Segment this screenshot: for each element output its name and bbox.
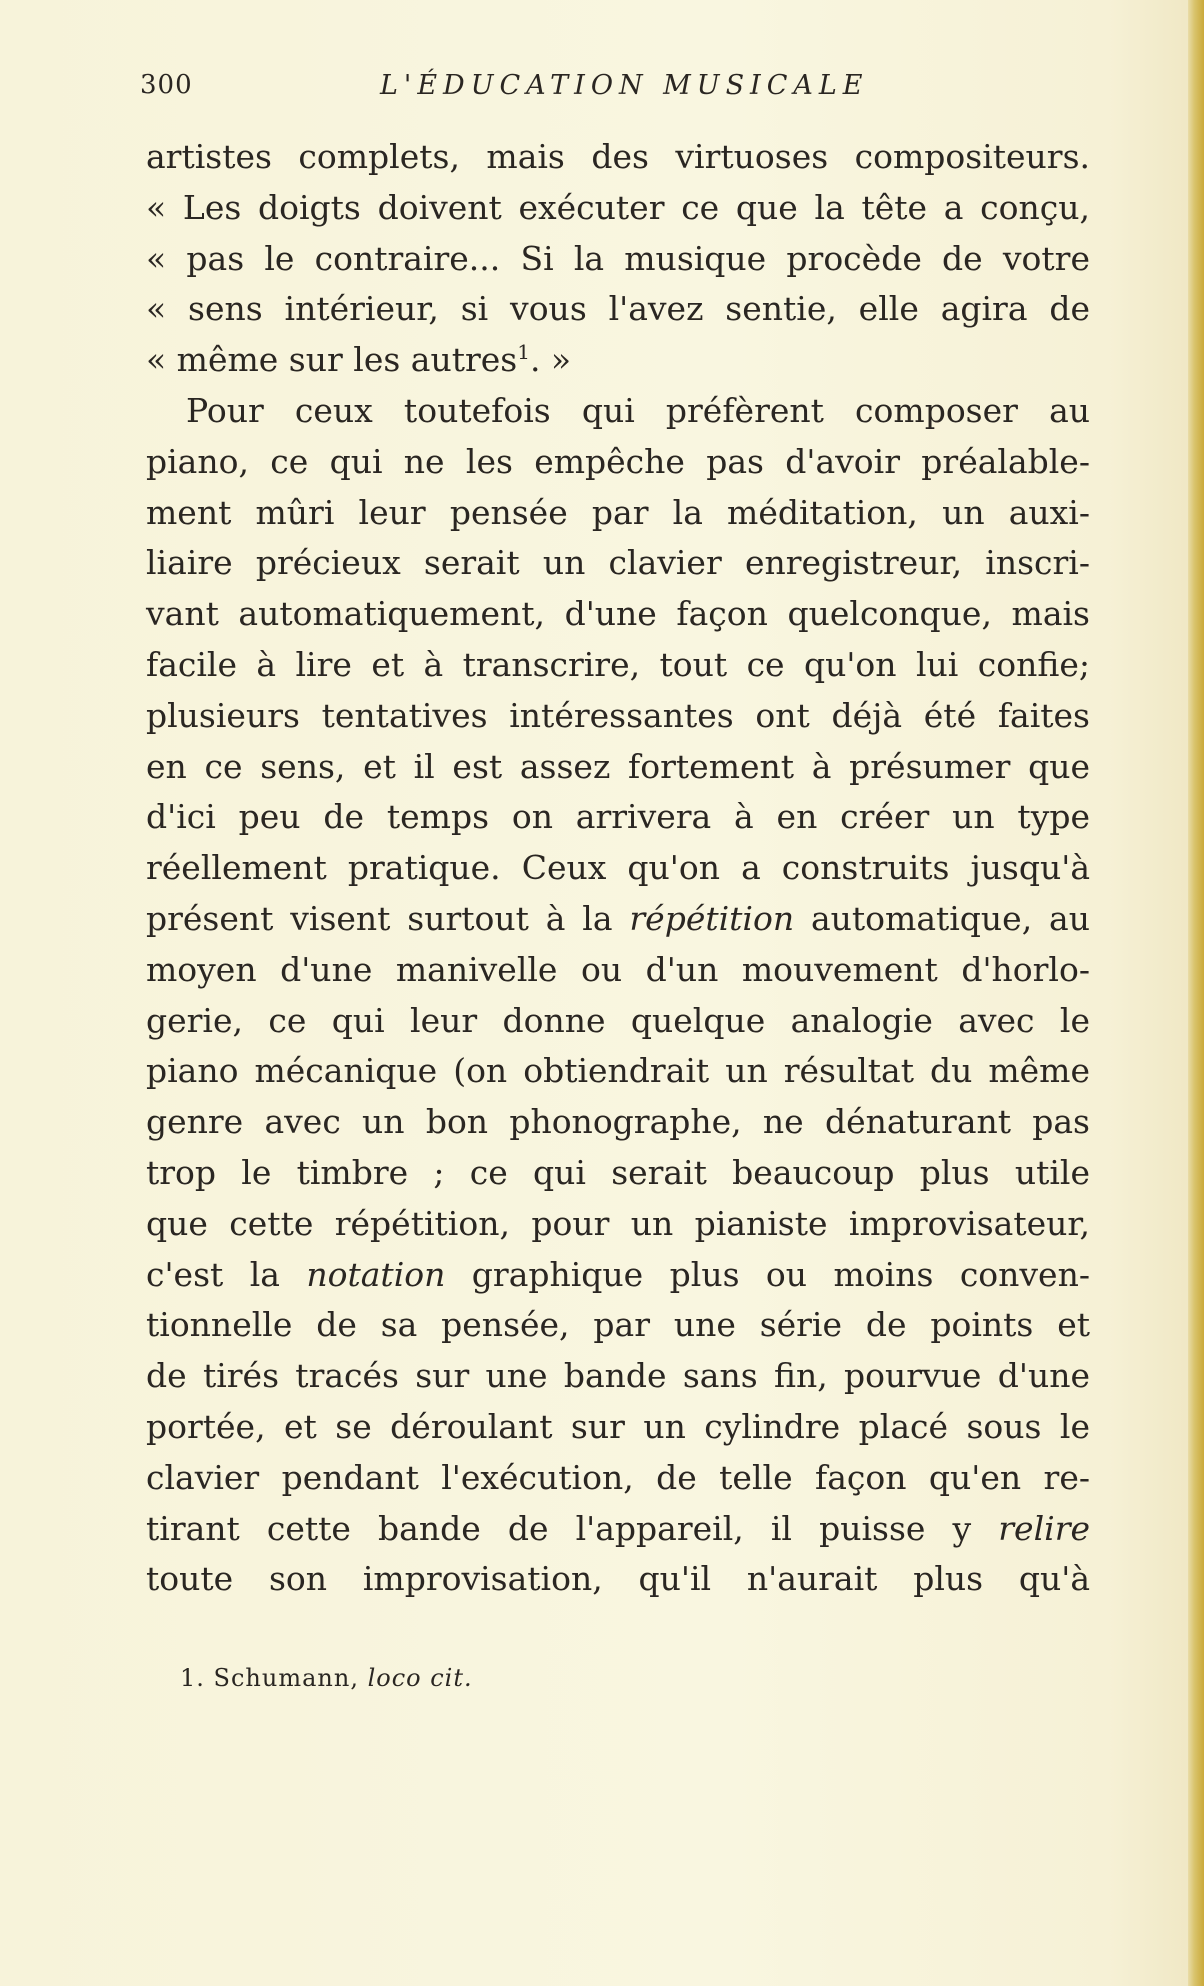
text-line: en ce sens, et il est assez fortement à présumer que <box>146 746 1090 786</box>
text-segment: c'est la <box>146 1254 307 1294</box>
text-segment: . » <box>529 340 572 380</box>
text-line: portée, et se déroulant sur un cylindre placé sous le <box>146 1406 1090 1446</box>
footnote-ref: 1 <box>517 340 530 365</box>
running-title: L'ÉDUCATION MUSICALE <box>380 70 869 101</box>
italic-word: répétition <box>629 898 795 938</box>
text-line: gerie, ce qui leur donne quelque analogie avec le <box>146 1000 1090 1040</box>
text-line: piano mécanique (on obtiendrait un résultat du même <box>146 1051 1090 1091</box>
text-line: toute son improvisation, qu'il n'aurait plus qu'à <box>146 1559 1090 1599</box>
text-segment: présent visent surtout à la <box>146 898 630 938</box>
text-line: vant automatiquement, d'une façon quelconque, mais <box>146 594 1090 634</box>
body-text <box>146 132 1090 1605</box>
text-segment: tirant cette bande de l'appareil, il puisse y <box>146 1508 999 1548</box>
italic-word: relire <box>998 1508 1090 1548</box>
running-head <box>140 70 1094 110</box>
text-segment: automatique, au <box>794 898 1090 938</box>
text-line: moyen d'une manivelle ou d'un mouvement d'horlo- <box>146 949 1090 989</box>
italic-word: notation <box>306 1254 446 1294</box>
text-line: genre avec un bon phonographe, ne dénaturant pas <box>146 1102 1090 1142</box>
text-line: « pas le contraire... Si la musique procède de votre <box>146 238 1090 278</box>
text-line: plusieurs tentatives intéressantes ont déjà été faites <box>146 695 1090 735</box>
text-line: tionnelle de sa pensée, par une série de points et <box>146 1305 1090 1345</box>
text-line <box>146 1504 1090 1555</box>
text-line: ment mûri leur pensée par la méditation, un auxi- <box>146 492 1090 532</box>
text-line: « sens intérieur, si vous l'avez sentie, elle agira de <box>146 289 1090 329</box>
text-segment: graphique plus ou moins conven- <box>445 1254 1090 1294</box>
footnote-number: 1. <box>180 1664 205 1692</box>
footnote-italic: loco cit. <box>367 1664 473 1692</box>
text-segment: « même sur les autres <box>146 340 518 380</box>
text-line: piano, ce qui ne les empêche pas d'avoir préalable- <box>146 441 1090 481</box>
text-line: de tirés tracés sur une bande sans fin, pourvue d'une <box>146 1356 1090 1396</box>
page-edge <box>1188 0 1204 1986</box>
page-number: 300 <box>140 70 193 100</box>
text-line <box>146 1250 1090 1301</box>
text-line: « Les doigts doivent exécuter ce que la tête a conçu, <box>146 187 1090 227</box>
text-line: que cette répétition, pour un pianiste improvisateur, <box>146 1203 1090 1243</box>
text-line: réellement pratique. Ceux qu'on a construits jusqu'à <box>146 848 1090 888</box>
text-line <box>146 894 1090 945</box>
text-line: d'ici peu de temps on arrivera à en créer un type <box>146 797 1090 837</box>
footnote <box>180 1664 473 1692</box>
text-line: facile à lire et à transcrire, tout ce qu'on lui confie; <box>146 644 1090 684</box>
text-line: clavier pendant l'exécution, de telle façon qu'en re- <box>146 1457 1090 1497</box>
text-line: trop le timbre ; ce qui serait beaucoup plus utile <box>146 1152 1090 1192</box>
text-line <box>146 335 1090 386</box>
text-line: liaire précieux serait un clavier enregistreur, inscri- <box>146 543 1090 583</box>
text-line: Pour ceux toutefois qui préfèrent composer au <box>186 390 1090 430</box>
footnote-text: Schumann, <box>213 1664 368 1692</box>
text-line: artistes complets, mais des virtuoses compositeurs. <box>146 137 1090 176</box>
